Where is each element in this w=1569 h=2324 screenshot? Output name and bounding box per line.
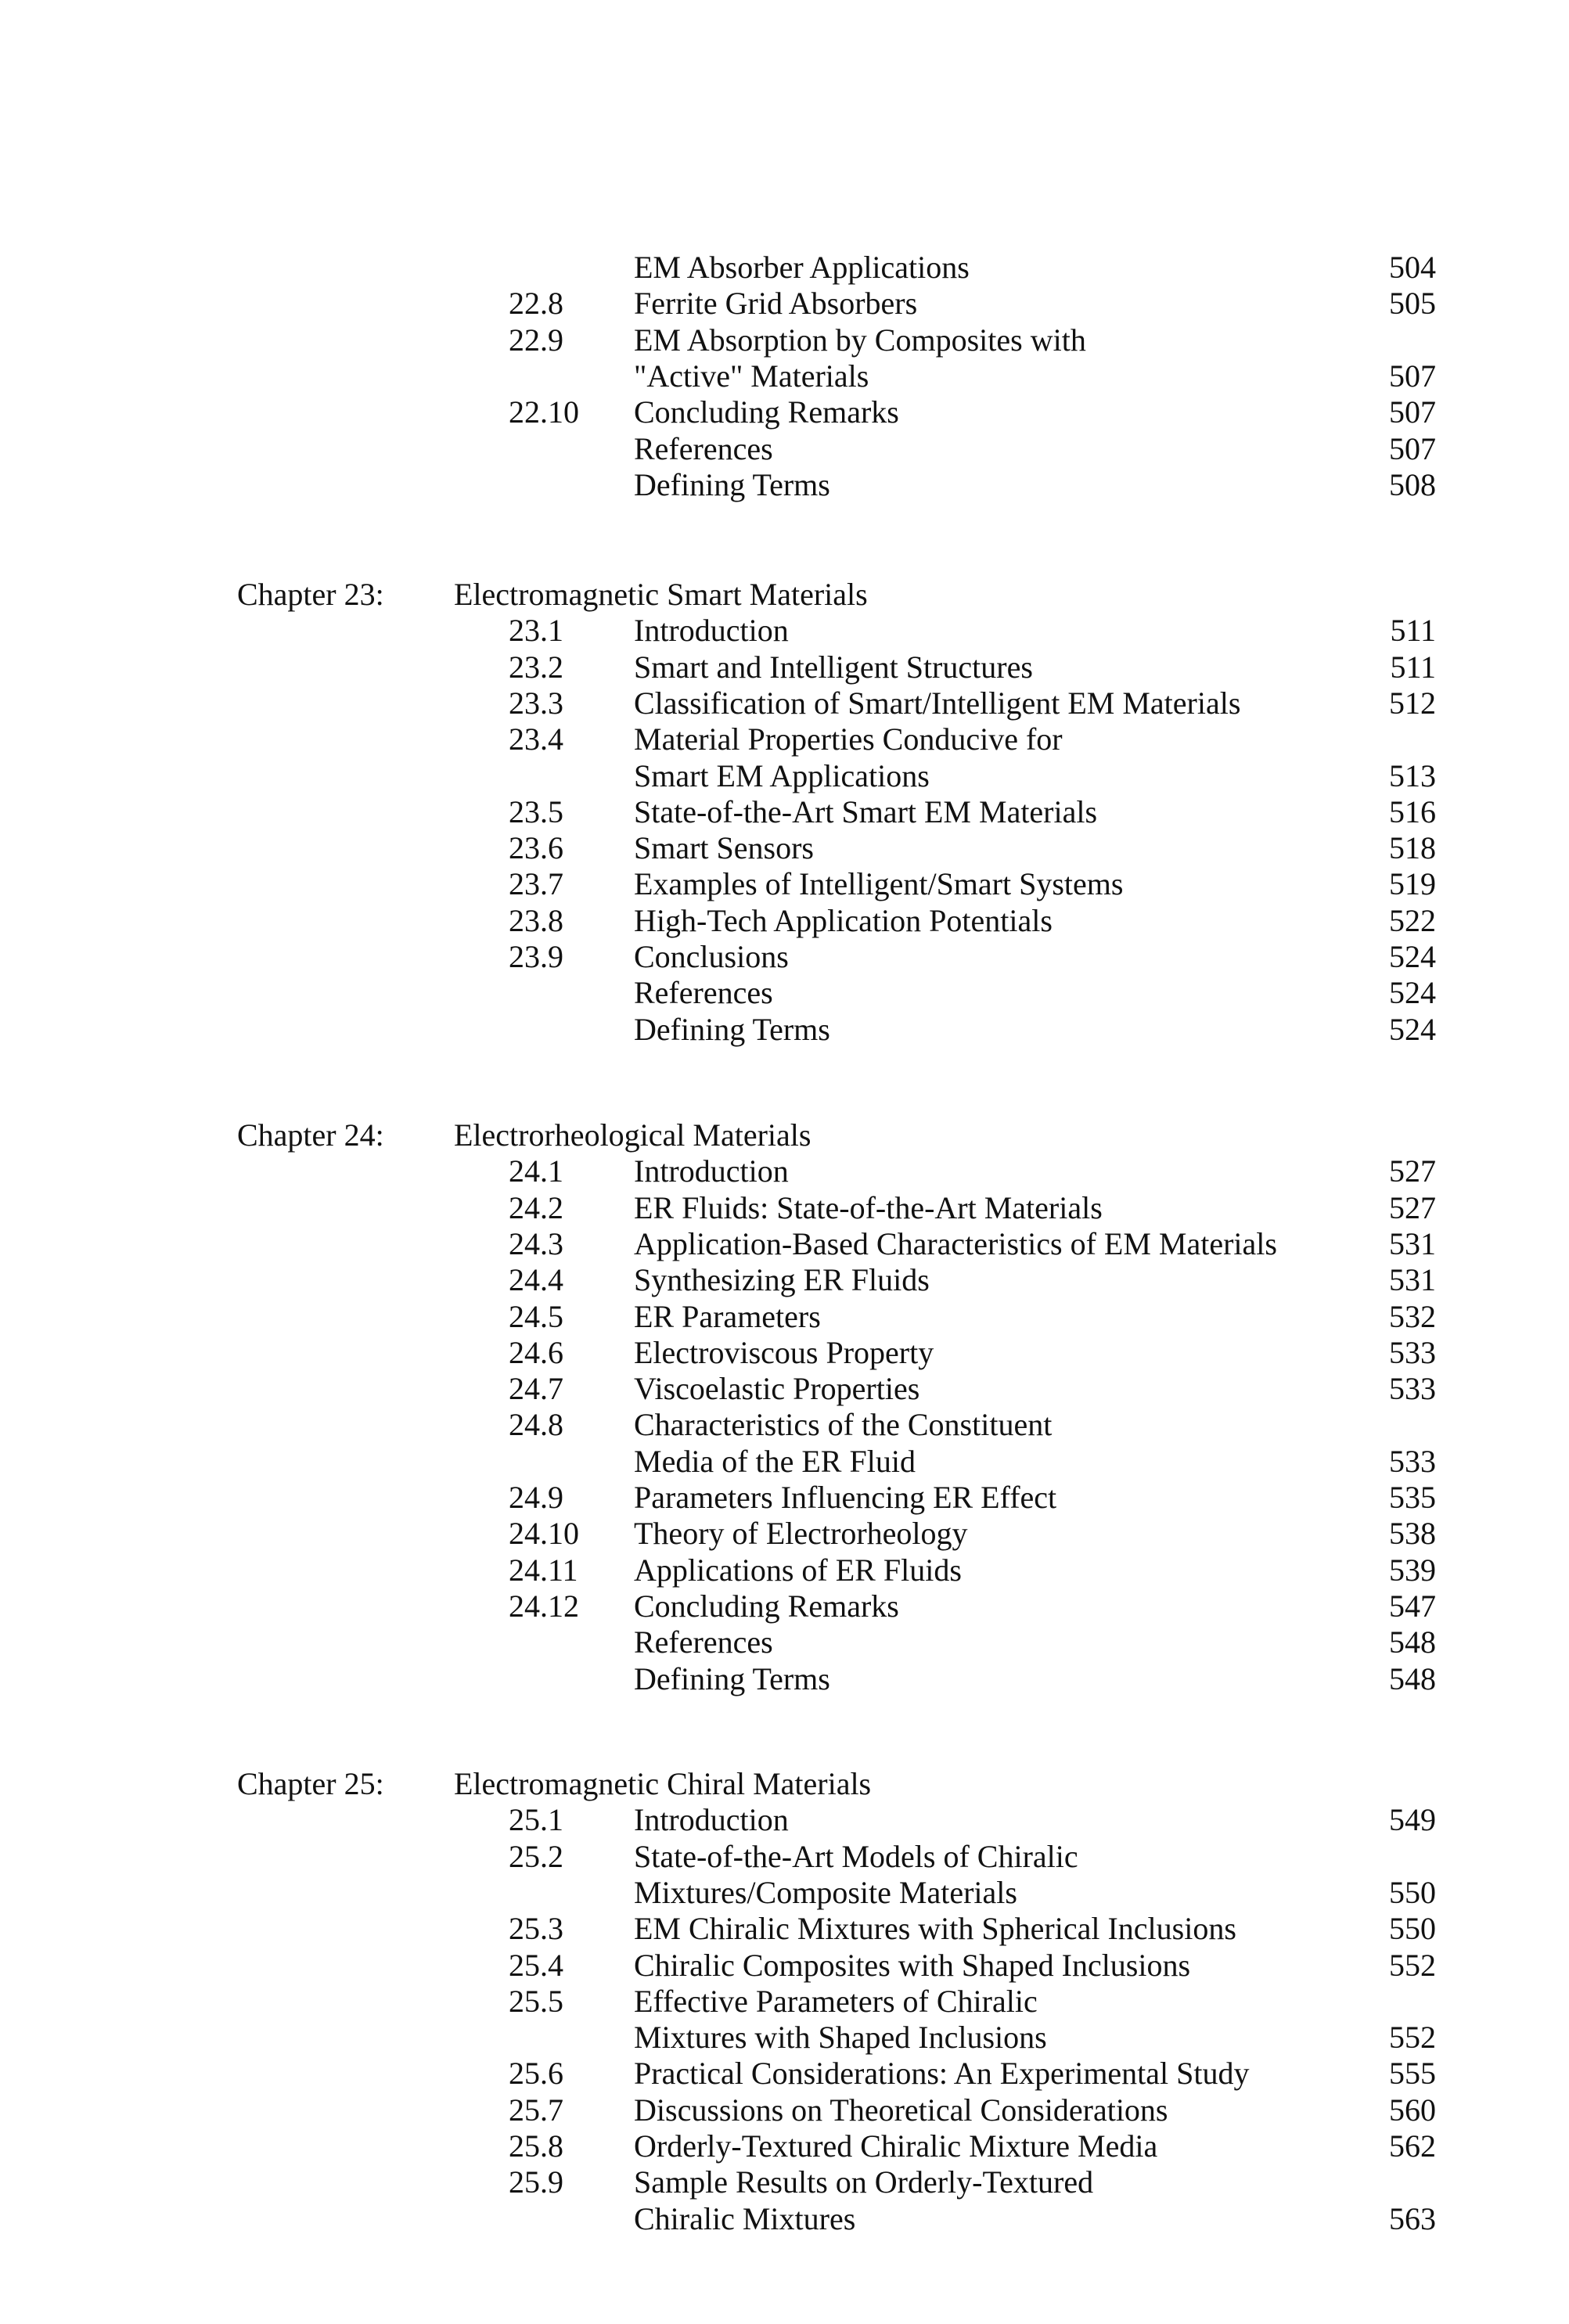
chapter-title: Electromagnetic Chiral Materials (454, 1766, 872, 1801)
page-number: 505 (1389, 286, 1436, 322)
section-title: Smart Sensors (634, 830, 814, 866)
chapter-label: Chapter 25: (237, 1766, 384, 1801)
section-number: 23.2 (509, 649, 563, 685)
toc-entry (0, 1153, 1569, 1190)
section-title: Material Properties Conducive for (634, 721, 1063, 757)
section-number: 24.11 (509, 1552, 578, 1588)
page-number: 511 (1390, 649, 1436, 685)
toc-entry (0, 466, 1569, 504)
toc-entry (0, 974, 1569, 1012)
section-title: Media of the ER Fluid (634, 1443, 916, 1479)
toc-entry (0, 1298, 1569, 1336)
page-number: 507 (1389, 394, 1436, 430)
toc-entry (0, 2128, 1569, 2165)
toc-entry (0, 685, 1569, 722)
section-number: 25.2 (509, 1838, 563, 1874)
section-number: 23.1 (509, 613, 563, 649)
section-number: 25.1 (509, 1802, 563, 1838)
section-title: Smart EM Applications (634, 757, 930, 793)
section-number: 24.3 (509, 1225, 563, 1261)
section-title: Theory of Electrorheology (634, 1516, 968, 1552)
toc-entry (0, 1479, 1569, 1516)
page-number: 519 (1389, 866, 1436, 902)
section-title: Introduction (634, 1153, 789, 1189)
section-number: 25.4 (509, 1947, 563, 1983)
page-number: 547 (1389, 1588, 1436, 1624)
toc-entry (0, 2055, 1569, 2092)
toc-entry (0, 865, 1569, 903)
toc-entry (0, 285, 1569, 322)
page-number: 562 (1389, 2128, 1436, 2164)
section-number: 22.9 (509, 322, 563, 358)
page-number: 550 (1389, 1911, 1436, 1947)
page-number: 552 (1389, 2020, 1436, 2056)
section-number: 23.9 (509, 939, 563, 974)
chapter-heading (0, 1117, 1569, 1154)
section-number: 24.5 (509, 1298, 563, 1334)
page-number: 555 (1389, 2056, 1436, 2092)
section-title: Defining Terms (634, 1011, 830, 1047)
section-number: 23.7 (509, 866, 563, 902)
toc-entry (0, 1406, 1569, 1444)
page-number: 507 (1389, 430, 1436, 466)
section-title: Orderly-Textured Chiralic Mixture Media (634, 2128, 1158, 2164)
page-number: 508 (1389, 466, 1436, 502)
section-title: State-of-the-Art Smart EM Materials (634, 793, 1098, 829)
toc-entry (0, 249, 1569, 286)
section-number: 24.7 (509, 1371, 563, 1407)
section-title: References (634, 975, 773, 1011)
toc-entry (0, 2092, 1569, 2129)
toc-entry (0, 829, 1569, 867)
chapter-label: Chapter 23: (237, 577, 384, 612)
section-number: 22.8 (509, 286, 563, 322)
toc-entry (0, 1443, 1569, 1480)
toc-entry (0, 1838, 1569, 1876)
page-number: 535 (1389, 1480, 1436, 1515)
section-title: Parameters Influencing ER Effect (634, 1480, 1057, 1515)
toc-entry (0, 1910, 1569, 1948)
section-title: Conclusions (634, 939, 789, 974)
page-number: 513 (1389, 757, 1436, 793)
page-number: 538 (1389, 1516, 1436, 1552)
section-number: 24.2 (509, 1189, 563, 1225)
section-title: Classification of Smart/Intelligent EM Materials (634, 685, 1241, 721)
page-number: 539 (1389, 1552, 1436, 1588)
toc-entry (0, 757, 1569, 795)
section-title: Mixtures/Composite Materials (634, 1874, 1017, 1910)
section-title: Concluding Remarks (634, 394, 899, 430)
chapter-title: Electrorheological Materials (454, 1117, 811, 1153)
toc-entry (0, 1660, 1569, 1698)
section-title: Examples of Intelligent/Smart Systems (634, 866, 1124, 902)
section-title: Introduction (634, 1802, 789, 1838)
section-number: 25.8 (509, 2128, 563, 2164)
section-number: 24.12 (509, 1588, 579, 1624)
section-title: Sample Results on Orderly-Textured (634, 2164, 1094, 2200)
section-title: ER Parameters (634, 1298, 821, 1334)
section-number: 23.4 (509, 721, 563, 757)
section-title: Chiralic Mixtures (634, 2200, 856, 2236)
page-number: 527 (1389, 1189, 1436, 1225)
section-number: 25.3 (509, 1911, 563, 1947)
section-number: 24.4 (509, 1262, 563, 1298)
section-number: 24.9 (509, 1480, 563, 1515)
page-number: 533 (1389, 1443, 1436, 1479)
section-title: Ferrite Grid Absorbers (634, 286, 918, 322)
toc-entry (0, 1189, 1569, 1227)
section-number: 23.8 (509, 902, 563, 938)
toc-entry (0, 1515, 1569, 1552)
page-number: 533 (1389, 1371, 1436, 1407)
page-number: 511 (1390, 613, 1436, 649)
toc-entry (0, 612, 1569, 649)
toc-entry (0, 721, 1569, 758)
toc-entry (0, 1983, 1569, 2020)
page-number: 524 (1389, 1011, 1436, 1047)
section-title: High-Tech Application Potentials (634, 902, 1053, 938)
section-number: 25.7 (509, 2092, 563, 2128)
toc-entry (0, 1624, 1569, 1661)
section-title: Defining Terms (634, 466, 830, 502)
section-title: EM Absorber Applications (634, 250, 970, 285)
chapter-heading (0, 576, 1569, 613)
toc-entry (0, 1011, 1569, 1049)
page-number: 524 (1389, 939, 1436, 974)
section-number: 25.9 (509, 2164, 563, 2200)
toc-entry (0, 358, 1569, 395)
section-number: 22.10 (509, 394, 579, 430)
page-number: 504 (1389, 250, 1436, 285)
section-title: Discussions on Theoretical Considerations (634, 2092, 1168, 2128)
page-number: 549 (1389, 1802, 1436, 1838)
chapter-label: Chapter 24: (237, 1117, 384, 1153)
section-number: 23.3 (509, 685, 563, 721)
section-title: Electroviscous Property (634, 1334, 934, 1370)
toc-entry (0, 1801, 1569, 1839)
page-number: 512 (1389, 685, 1436, 721)
section-title: Viscoelastic Properties (634, 1371, 920, 1407)
toc-entry (0, 322, 1569, 359)
toc-entry (0, 1552, 1569, 1589)
toc-entry (0, 1874, 1569, 1912)
page-number: 550 (1389, 1874, 1436, 1910)
toc-entry (0, 1261, 1569, 1299)
section-title: Chiralic Composites with Shaped Inclusions (634, 1947, 1191, 1983)
section-title: Synthesizing ER Fluids (634, 1262, 930, 1298)
section-number: 25.6 (509, 2056, 563, 2092)
section-title: Applications of ER Fluids (634, 1552, 962, 1588)
page-number: 563 (1389, 2200, 1436, 2236)
page-number: 560 (1389, 2092, 1436, 2128)
chapter-title: Electromagnetic Smart Materials (454, 577, 868, 612)
section-title: Introduction (634, 613, 789, 649)
page-number: 532 (1389, 1298, 1436, 1334)
page-number: 524 (1389, 975, 1436, 1011)
toc-entry (0, 2164, 1569, 2201)
section-title: State-of-the-Art Models of Chiralic (634, 1838, 1078, 1874)
section-title: Characteristics of the Constituent (634, 1407, 1053, 1443)
section-title: Mixtures with Shaped Inclusions (634, 2020, 1047, 2056)
section-number: 24.8 (509, 1407, 563, 1443)
section-title: ER Fluids: State-of-the-Art Materials (634, 1189, 1103, 1225)
section-title: Application-Based Characteristics of EM Materials (634, 1225, 1277, 1261)
page-number: 533 (1389, 1334, 1436, 1370)
section-number: 24.10 (509, 1516, 579, 1552)
section-number: 24.1 (509, 1153, 563, 1189)
toc-entry (0, 793, 1569, 831)
section-number: 23.6 (509, 830, 563, 866)
page-number: 552 (1389, 1947, 1436, 1983)
toc-entry (0, 2200, 1569, 2238)
section-title: Practical Considerations: An Experimental Study (634, 2056, 1250, 2092)
toc-entry (0, 1947, 1569, 1984)
page-number: 527 (1389, 1153, 1436, 1189)
section-title: References (634, 1624, 773, 1660)
toc-entry (0, 938, 1569, 976)
section-title: EM Chiralic Mixtures with Spherical Inclusions (634, 1911, 1236, 1947)
section-title: Smart and Intelligent Structures (634, 649, 1033, 685)
section-title: Concluding Remarks (634, 1588, 899, 1624)
section-number: 24.6 (509, 1334, 563, 1370)
page-number: 507 (1389, 358, 1436, 394)
page-number: 548 (1389, 1660, 1436, 1696)
section-title: References (634, 430, 773, 466)
toc-entry (0, 430, 1569, 468)
section-title: "Active" Materials (634, 358, 869, 394)
section-title: EM Absorption by Composites with (634, 322, 1086, 358)
page-number: 548 (1389, 1624, 1436, 1660)
toc-entry (0, 1334, 1569, 1372)
section-title: Defining Terms (634, 1660, 830, 1696)
page-number: 518 (1389, 830, 1436, 866)
section-title: Effective Parameters of Chiralic (634, 1983, 1038, 2019)
toc-entry (0, 394, 1569, 431)
section-number: 23.5 (509, 793, 563, 829)
page-number: 522 (1389, 902, 1436, 938)
page-number: 516 (1389, 793, 1436, 829)
toc-entry (0, 1225, 1569, 1263)
toc-entry (0, 649, 1569, 686)
page-number: 531 (1389, 1225, 1436, 1261)
toc-entry (0, 2019, 1569, 2056)
page-number: 531 (1389, 1262, 1436, 1298)
toc-entry (0, 1370, 1569, 1408)
toc-entry (0, 902, 1569, 940)
section-number: 25.5 (509, 1983, 563, 2019)
chapter-heading (0, 1765, 1569, 1803)
toc-entry (0, 1588, 1569, 1625)
